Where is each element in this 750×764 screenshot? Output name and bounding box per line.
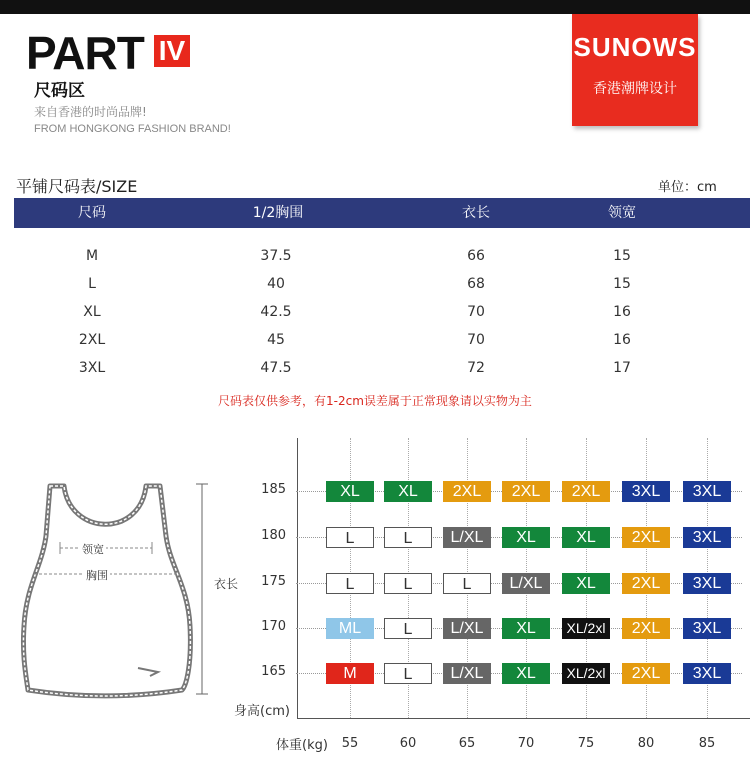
table-cell: 70 [467, 332, 485, 348]
table-cell: 66 [467, 248, 485, 264]
table-cell: L [88, 276, 96, 292]
brand-name: SUNOWS [573, 32, 697, 62]
size-cell: L/XL [443, 618, 491, 639]
table-cell: 72 [467, 360, 485, 376]
size-cell: XL [502, 618, 550, 639]
table-cell: 16 [613, 304, 631, 320]
size-cell: 2XL [622, 573, 670, 594]
tank-top-diagram [20, 476, 220, 706]
chest-label: 胸围 [86, 569, 108, 582]
table-cell: M [85, 248, 99, 264]
size-cell: L [384, 663, 432, 684]
size-cell: 2XL [443, 481, 491, 502]
size-cell: XL [326, 481, 374, 502]
table-cell: 40 [267, 276, 285, 292]
size-cell: 2XL [622, 618, 670, 639]
size-cell: M [326, 663, 374, 684]
x-tick-label: 75 [577, 736, 595, 751]
column-header-neck: 领宽 [608, 205, 636, 221]
table-cell: 17 [613, 360, 631, 376]
size-cell: 3XL [683, 573, 731, 594]
size-cell: L/XL [443, 527, 491, 548]
part-title: PART [26, 27, 144, 79]
table-cell: 2XL [78, 332, 106, 348]
table-cell: 37.5 [260, 248, 292, 264]
table-cell: 47.5 [260, 360, 292, 376]
y-axis-title: 身高(cm) [234, 704, 290, 719]
size-table-title: 平铺尺码表/SIZE [16, 177, 138, 196]
section-title: 尺码区 [34, 81, 85, 101]
size-cell: XL/2xl [562, 618, 610, 639]
table-cell: XL [83, 304, 101, 320]
y-tick-label: 165 [261, 664, 286, 679]
size-cell: L [384, 573, 432, 594]
brand-logo [572, 14, 698, 126]
size-cell: 3XL [622, 481, 670, 502]
length-label: 衣长 [214, 577, 239, 591]
y-tick-label: 175 [261, 574, 286, 589]
size-cell: XL [562, 573, 610, 594]
size-cell: L/XL [502, 573, 550, 594]
table-cell: 70 [467, 304, 485, 320]
size-cell: XL [502, 527, 550, 548]
size-cell: 2XL [562, 481, 610, 502]
size-note: 尺码表仅供参考，有1-2cm误差属于正常现象请以实物为主 [218, 394, 532, 408]
tagline-cn: 来自香港的时尚品牌! [34, 105, 147, 119]
column-header-chest: 1/2胸围 [252, 205, 304, 221]
top-bar [0, 0, 750, 14]
size-cell: 3XL [683, 481, 731, 502]
brand-subtitle: 香港潮牌设计 [593, 81, 677, 97]
size-cell: L [443, 573, 491, 594]
x-tick-label: 80 [637, 736, 655, 751]
x-axis [297, 718, 750, 719]
size-cell: XL [384, 481, 432, 502]
column-header-length: 衣长 [462, 205, 490, 221]
x-tick-label: 60 [399, 736, 417, 751]
size-cell: L/XL [443, 663, 491, 684]
size-cell: XL/2xl [562, 663, 610, 684]
size-cell: L [326, 527, 374, 548]
size-cell: ML [326, 618, 374, 639]
table-cell: 45 [267, 332, 285, 348]
size-cell: 2XL [502, 481, 550, 502]
size-cell: XL [502, 663, 550, 684]
size-cell: L [326, 573, 374, 594]
size-cell: L [384, 527, 432, 548]
table-cell: 15 [613, 276, 631, 292]
size-table-unit: 单位：cm [658, 180, 717, 195]
table-cell: 16 [613, 332, 631, 348]
tagline-en: FROM HONGKONG FASHION BRAND! [34, 123, 231, 135]
y-tick-label: 185 [261, 482, 286, 497]
size-cell: 3XL [683, 618, 731, 639]
size-cell: XL [562, 527, 610, 548]
y-tick-label: 170 [261, 619, 286, 634]
part-badge: IV [154, 35, 190, 67]
table-cell: 15 [613, 248, 631, 264]
x-tick-label: 85 [698, 736, 716, 751]
table-cell: 3XL [78, 360, 106, 376]
x-tick-label: 70 [517, 736, 535, 751]
y-axis [297, 438, 298, 719]
table-cell: 42.5 [260, 304, 292, 320]
y-tick-label: 180 [261, 528, 286, 543]
table-cell: 68 [467, 276, 485, 292]
neck-width-label: 领宽 [82, 543, 104, 556]
size-cell: 3XL [683, 663, 731, 684]
size-cell: L [384, 618, 432, 639]
size-cell: 3XL [683, 527, 731, 548]
size-cell: 2XL [622, 527, 670, 548]
size-table-header [14, 198, 750, 228]
x-tick-label: 55 [341, 736, 359, 751]
size-cell: 2XL [622, 663, 670, 684]
column-header-size: 尺码 [78, 205, 106, 221]
x-tick-label: 65 [458, 736, 476, 751]
x-axis-title: 体重(kg) [276, 738, 328, 753]
